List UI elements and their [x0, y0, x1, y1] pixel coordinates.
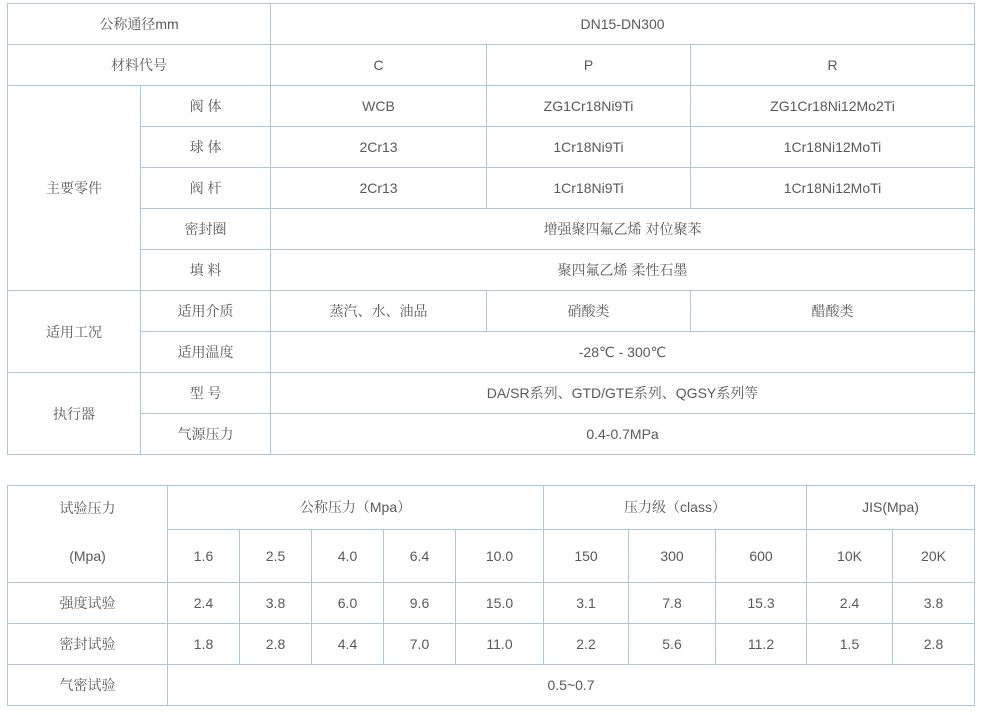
table-cell: 4.4: [312, 624, 384, 665]
table-row: [8, 127, 975, 168]
table-row: [8, 414, 975, 455]
media-c: 蒸汽、水、油品: [271, 291, 487, 332]
part-ball-r: 1Cr18Ni12MoTi: [691, 127, 975, 168]
part-packing-label: 填 料: [141, 250, 271, 291]
table-cell: 2.4: [168, 583, 240, 624]
nominal-diameter-value: DN15-DN300: [271, 4, 975, 45]
nominal-diameter-label: 公称通径mm: [8, 4, 271, 45]
table-cell: 2.8: [240, 624, 312, 665]
test-pressure-title: 试验压力: [59, 500, 116, 516]
strength-test-label: 强度试验: [8, 583, 168, 624]
column-header: 300: [629, 529, 716, 582]
part-stem-p: 1Cr18Ni9Ti: [487, 168, 691, 209]
part-body-c: WCB: [271, 86, 487, 127]
table-row: [8, 86, 975, 127]
air-supply-label: 气源压力: [141, 414, 271, 455]
table-row: [8, 583, 975, 624]
part-body-label: 阀 体: [141, 86, 271, 127]
column-header: 20K: [893, 529, 975, 582]
material-code-c: C: [271, 45, 487, 86]
spec-table: [7, 3, 975, 455]
part-body-p: ZG1Cr18Ni9Ti: [487, 86, 691, 127]
table-row: [8, 332, 975, 373]
table-row: [8, 291, 975, 332]
actuator-model-value: DA/SR系列、GTD/GTE系列、QGSY系列等: [271, 373, 975, 414]
table-cell: 1.8: [168, 624, 240, 665]
part-seal-ring-value: 增强聚四氟乙烯 对位聚苯: [271, 209, 975, 250]
table-row: [8, 4, 975, 45]
part-seal-ring-label: 密封圈: [141, 209, 271, 250]
material-code-p: P: [487, 45, 691, 86]
table-cell: 6.0: [312, 583, 384, 624]
part-body-r: ZG1Cr18Ni12Mo2Ti: [691, 86, 975, 127]
table-cell: 2.2: [544, 624, 629, 665]
part-packing-value: 聚四氟乙烯 柔性石墨: [271, 250, 975, 291]
table-row: [8, 624, 975, 665]
column-header: 600: [716, 529, 807, 582]
table-cell: 7.0: [384, 624, 456, 665]
part-ball-label: 球 体: [141, 127, 271, 168]
table-row: [8, 373, 975, 414]
column-header: 2.5: [240, 529, 312, 582]
table-row: [8, 486, 975, 530]
table-cell: 3.8: [240, 583, 312, 624]
pressure-class-header: 压力级（class）: [544, 486, 807, 530]
table-cell: 7.8: [629, 583, 716, 624]
nominal-pressure-header: 公称压力（Mpa）: [168, 486, 544, 530]
part-stem-c: 2Cr13: [271, 168, 487, 209]
column-header: 10.0: [456, 529, 544, 582]
table-row: [8, 45, 975, 86]
actuator-label: 执行器: [8, 373, 141, 455]
media-r: 醋酸类: [691, 291, 975, 332]
table-cell: 2.4: [807, 583, 893, 624]
table-cell: 5.6: [629, 624, 716, 665]
temperature-label: 适用温度: [141, 332, 271, 373]
table-cell: 15.3: [716, 583, 807, 624]
column-header: 10K: [807, 529, 893, 582]
pressure-table: [7, 485, 975, 706]
table-row: [8, 665, 975, 706]
table-cell: 15.0: [456, 583, 544, 624]
test-pressure-unit: (Mpa): [69, 548, 106, 564]
part-ball-p: 1Cr18Ni9Ti: [487, 127, 691, 168]
column-header: 150: [544, 529, 629, 582]
temperature-value: -28℃ - 300℃: [271, 332, 975, 373]
table-cell: 11.2: [716, 624, 807, 665]
air-supply-value: 0.4-0.7MPa: [271, 414, 975, 455]
column-header: 1.6: [168, 529, 240, 582]
table-cell: 1.5: [807, 624, 893, 665]
media-p: 硝酸类: [487, 291, 691, 332]
table-row: [8, 209, 975, 250]
jis-header: JIS(Mpa): [807, 486, 975, 530]
table-row: [8, 168, 975, 209]
media-label: 适用介质: [141, 291, 271, 332]
material-code-label: 材料代号: [8, 45, 271, 86]
column-header: 6.4: [384, 529, 456, 582]
main-parts-label: 主要零件: [8, 86, 141, 291]
airtight-test-value: 0.5~0.7: [168, 665, 975, 706]
table-cell: 2.8: [893, 624, 975, 665]
table-cell: 9.6: [384, 583, 456, 624]
part-stem-r: 1Cr18Ni12MoTi: [691, 168, 975, 209]
part-ball-c: 2Cr13: [271, 127, 487, 168]
material-code-r: R: [691, 45, 975, 86]
working-conditions-label: 适用工况: [8, 291, 141, 373]
seal-test-label: 密封试验: [8, 624, 168, 665]
table-cell: 11.0: [456, 624, 544, 665]
table-row: [8, 250, 975, 291]
part-stem-label: 阀 杆: [141, 168, 271, 209]
actuator-model-label: 型 号: [141, 373, 271, 414]
table-cell: 3.1: [544, 583, 629, 624]
column-header: 4.0: [312, 529, 384, 582]
test-pressure-header: [8, 486, 168, 583]
table-cell: 3.8: [893, 583, 975, 624]
airtight-test-label: 气密试验: [8, 665, 168, 706]
